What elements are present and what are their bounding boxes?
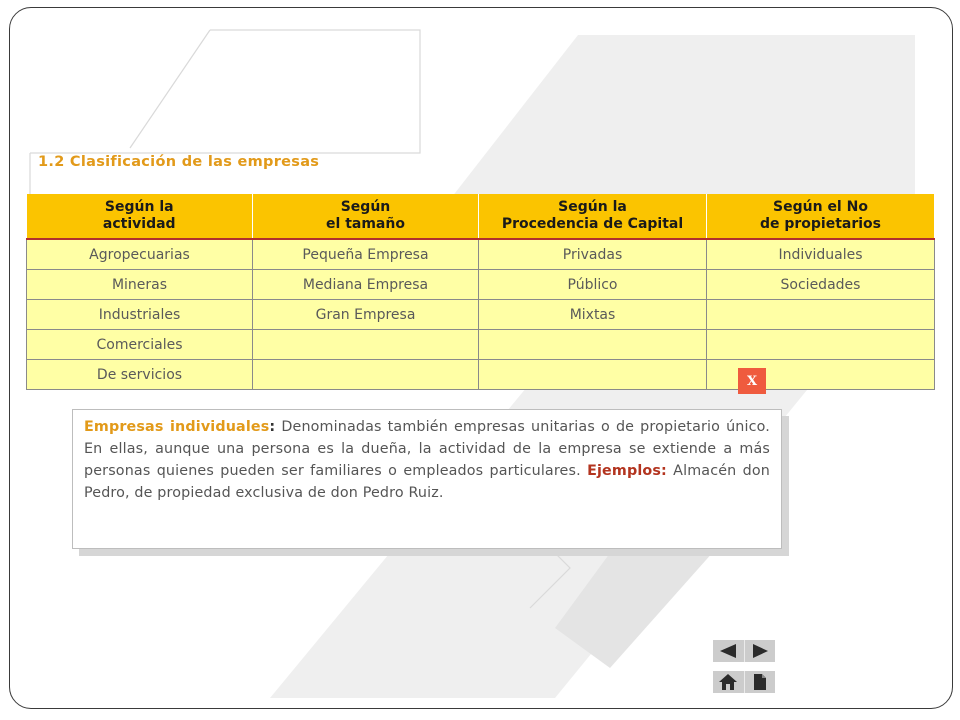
table-cell [253,360,479,390]
table-row [27,239,935,270]
next-button[interactable] [745,640,776,662]
table-cell [707,330,935,360]
table-cell: Agropecuarias [27,239,253,270]
info-popup [72,409,782,549]
table-cell: Pequeña Empresa [253,239,479,270]
header-size: Según el tamaño [253,194,479,239]
header-owners: Según el No de propietarios [707,194,935,239]
header-activity: Según la actividad [27,194,253,239]
table-cell: Industriales [27,300,253,330]
table-cell: Público [479,270,707,300]
table-cell: De servicios [27,360,253,390]
info-heading-colon: : [269,419,276,435]
table-cell [479,330,707,360]
examples-label: Ejemplos: [587,463,667,479]
table-row [27,360,935,390]
previous-button[interactable] [713,640,745,662]
table-cell [253,330,479,360]
triangle-right-icon [750,643,770,659]
table-cell: Gran Empresa [253,300,479,330]
table-row [27,330,935,360]
examples-text: Almacén don Pedro, de propiedad exclusiva de don Pedro Ruiz. [84,463,770,501]
home-button[interactable] [713,671,745,693]
table-cell: Sociedades [707,270,935,300]
document-icon [752,673,768,691]
close-button[interactable]: X [738,368,766,394]
section-title: 1.2 Clasificación de las empresas [38,154,320,170]
table-header-row [27,194,935,239]
table-cell: Individuales [707,239,935,270]
table-row [27,270,935,300]
header-capital-origin: Según la Procedencia de Capital [479,194,707,239]
table-cell [479,360,707,390]
classification-table [26,194,935,390]
table-cell [707,300,935,330]
table-cell: Mixtas [479,300,707,330]
table-cell: Mediana Empresa [253,270,479,300]
info-heading: Empresas individuales [84,419,270,435]
home-icon [718,673,738,691]
table-cell: Comerciales [27,330,253,360]
table-cell: Privadas [479,239,707,270]
nav-home-bar [713,671,775,693]
nav-arrows-bar [713,640,775,662]
triangle-left-icon [718,643,738,659]
info-body: Denominadas también empresas unitarias o de propietario único. En ellas, aunque una persona es la dueña, la actividad de la empresa se extiende a más personas quienes pueden ser familiares o empleados particulares. [84,419,770,479]
page-button[interactable] [745,671,776,693]
table-cell: Mineras [27,270,253,300]
table-row [27,300,935,330]
